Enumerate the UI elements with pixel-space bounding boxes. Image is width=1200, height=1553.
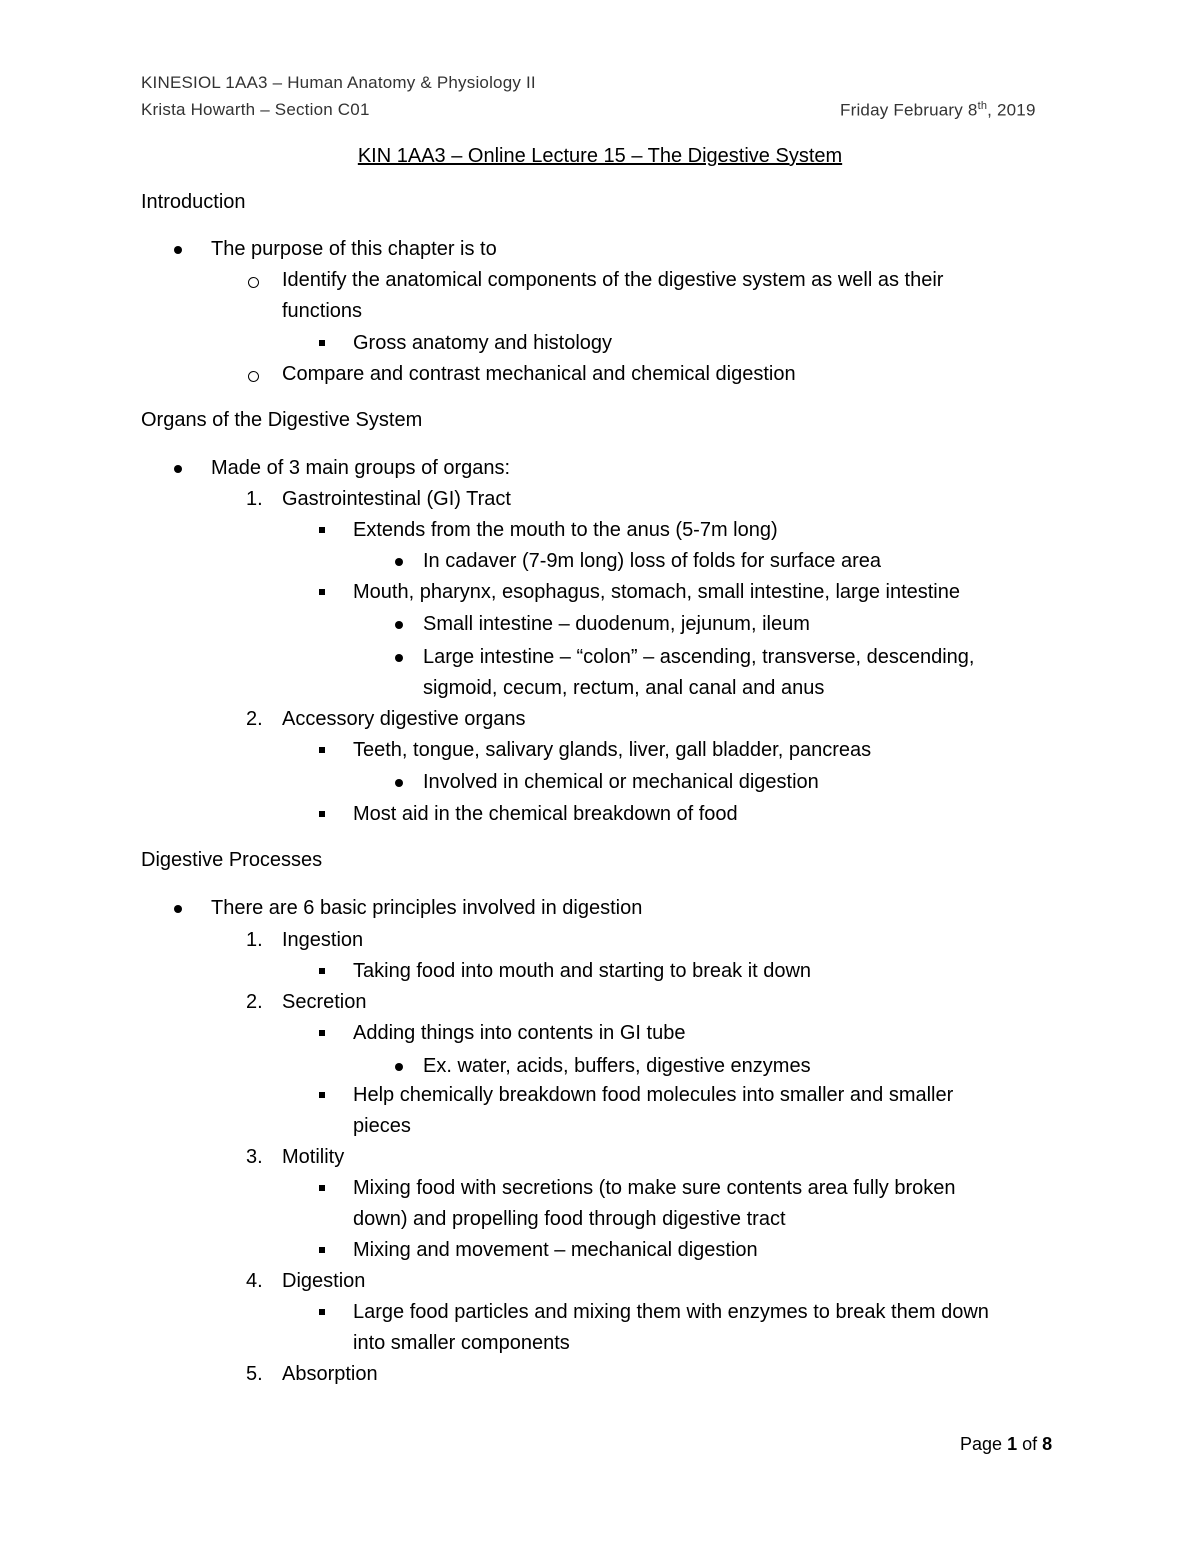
author-header: Krista Howarth – Section C01 <box>141 100 370 119</box>
page-number-footer <box>960 1434 1052 1455</box>
list-number: 2. <box>246 708 263 730</box>
list-number: 5. <box>246 1363 263 1385</box>
date-suffix: , 2019 <box>987 100 1036 120</box>
list-item-continuation: functions <box>282 300 363 322</box>
list-item: Compare and contrast mechanical and chemical digestion <box>282 363 796 385</box>
list-item: Ex. water, acids, buffers, digestive enzymes <box>423 1055 811 1077</box>
list-item: Ingestion <box>282 929 364 951</box>
list-item: Motility <box>282 1146 345 1168</box>
list-item: Large intestine – “colon” – ascending, transverse, descending, <box>423 646 975 668</box>
square-bullet-icon <box>319 340 325 346</box>
page-word: Page <box>960 1434 1003 1454</box>
date-sup: th <box>977 100 988 112</box>
bullet-icon <box>174 905 182 913</box>
list-item: Mixing food with secretions (to make sure contents area fully broken <box>353 1177 956 1199</box>
list-item: Taking food into mouth and starting to break it down <box>353 960 812 982</box>
square-bullet-icon <box>319 1247 325 1253</box>
list-number: 4. <box>246 1270 263 1292</box>
list-item: Made of 3 main groups of organs: <box>211 457 511 479</box>
list-item: Accessory digestive organs <box>282 708 526 730</box>
list-item: Mouth, pharynx, esophagus, stomach, small intestine, large intestine <box>353 581 960 603</box>
page-total: 8 <box>1042 1434 1053 1454</box>
section-heading-processes: Digestive Processes <box>141 849 323 871</box>
list-item: Large food particles and mixing them with enzymes to break them down <box>353 1301 989 1323</box>
list-item-continuation: pieces <box>353 1115 411 1137</box>
list-number: 3. <box>246 1146 263 1168</box>
list-item: Adding things into contents in GI tube <box>353 1022 686 1044</box>
page-current: 1 <box>1007 1434 1018 1454</box>
list-number: 1. <box>246 488 263 510</box>
page-title: KIN 1AA3 – Online Lecture 15 – The Digestive System <box>357 145 843 167</box>
bullet-icon <box>395 779 403 787</box>
list-item-continuation: into smaller components <box>353 1332 570 1354</box>
bullet-icon <box>395 621 403 629</box>
list-item: Small intestine – duodenum, jejunum, ileum <box>423 613 810 635</box>
list-item: Involved in chemical or mechanical digestion <box>423 771 819 793</box>
list-number: 1. <box>246 929 263 951</box>
list-item: Teeth, tongue, salivary glands, liver, gall bladder, pancreas <box>353 739 872 761</box>
bullet-icon <box>395 1063 403 1071</box>
list-item: Help chemically breakdown food molecules into smaller and smaller <box>353 1084 954 1106</box>
square-bullet-icon <box>319 1309 325 1315</box>
list-item: Most aid in the chemical breakdown of food <box>353 803 738 825</box>
list-item: Gross anatomy and histology <box>353 332 613 354</box>
bullet-icon <box>395 654 403 662</box>
circle-bullet-icon <box>248 371 259 382</box>
list-item: Mixing and movement – mechanical digestion <box>353 1239 758 1261</box>
list-item: The purpose of this chapter is to <box>211 238 497 260</box>
bullet-icon <box>395 558 403 566</box>
list-item: In cadaver (7-9m long) loss of folds for surface area <box>423 550 881 572</box>
bullet-icon <box>174 246 182 254</box>
list-item: Secretion <box>282 991 367 1013</box>
square-bullet-icon <box>319 527 325 533</box>
course-header: KINESIOL 1AA3 – Human Anatomy & Physiology II <box>141 73 536 92</box>
list-item: Identify the anatomical components of the digestive system as well as their <box>282 269 944 291</box>
square-bullet-icon <box>319 1092 325 1098</box>
section-heading-organs: Organs of the Digestive System <box>141 409 423 431</box>
section-heading-introduction: Introduction <box>141 191 246 213</box>
square-bullet-icon <box>319 968 325 974</box>
list-item: Extends from the mouth to the anus (5-7m long) <box>353 519 778 541</box>
list-item: There are 6 basic principles involved in digestion <box>211 897 643 919</box>
list-item: Absorption <box>282 1363 378 1385</box>
date-prefix: Friday February 8 <box>840 100 978 120</box>
date-header <box>840 100 1036 121</box>
square-bullet-icon <box>319 1030 325 1036</box>
list-item: Gastrointestinal (GI) Tract <box>282 488 511 510</box>
circle-bullet-icon <box>248 277 259 288</box>
square-bullet-icon <box>319 1185 325 1191</box>
of-word: of <box>1022 1434 1038 1454</box>
square-bullet-icon <box>319 747 325 753</box>
square-bullet-icon <box>319 589 325 595</box>
list-number: 2. <box>246 991 263 1013</box>
bullet-icon <box>174 465 182 473</box>
list-item-continuation: sigmoid, cecum, rectum, anal canal and anus <box>423 677 825 699</box>
list-item-continuation: down) and propelling food through digestive tract <box>353 1208 786 1230</box>
square-bullet-icon <box>319 811 325 817</box>
list-item: Digestion <box>282 1270 366 1292</box>
